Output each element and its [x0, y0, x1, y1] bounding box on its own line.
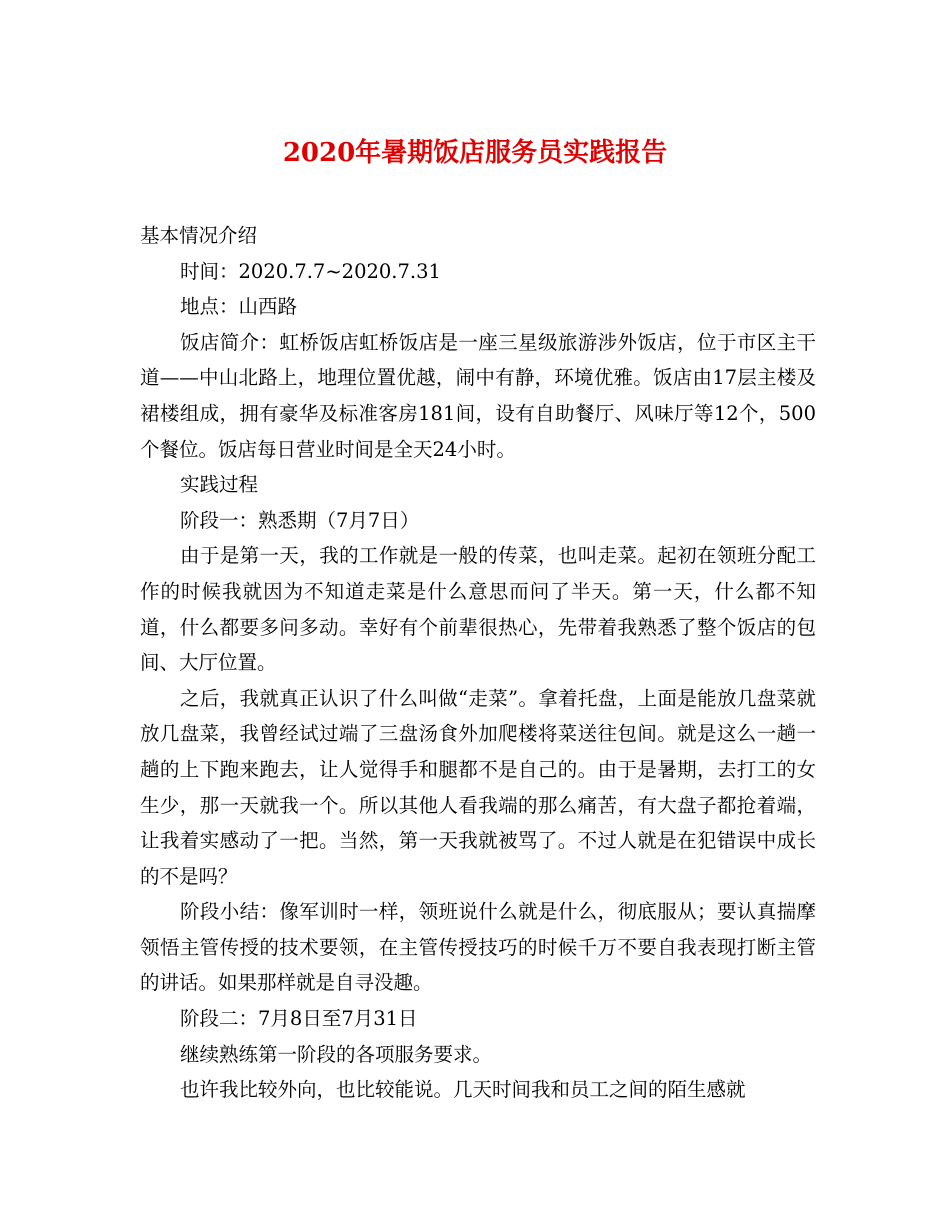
- section-heading-practice-process: 实践过程: [180, 473, 259, 497]
- paragraph-time: 时间：2020.7.7~2020.7.31: [180, 259, 441, 283]
- paragraph-hotel-intro: 饭店简介：虹桥饭店虹桥饭店是一座三星级旅游涉外饭店，位于市区主干道——中山北路上，地理位置优越，闹中有静，环境优雅。饭店由17层主楼及裙楼组成，拥有豪华及标准客房181间，设有自助餐厅、风味厅等12个，500个餐位。饭店每日营业时间是全天24小时。: [140, 330, 816, 461]
- paragraph-stage-two-heading: 阶段二：7月8日至7月31日: [180, 1007, 418, 1031]
- paragraph-stage-one-heading: 阶段一：熟悉期（7月7日）: [180, 508, 420, 532]
- section-heading-basic-info: 基本情况介绍: [140, 224, 258, 247]
- paragraph-stage-one-serving: 之后，我就真正认识了什么叫做“走菜”。拿着托盘，上面是能放几盘菜就放几盘菜，我曾经试过端了三盘汤食外加爬楼将菜送往包间。就是这么一趟一趟的上下跑来跑去，让人觉得手和腿都不是自己的。由于是暑期，去打工的女生少，那一天就我一个。所以其他人看我端的那么痛苦，有大盘子都抢着端，让我着实感动了一把。当然，第一天我就被骂了。不过人就是在犯错误中成长的不是吗？: [140, 686, 816, 888]
- paragraph-stage-two-outgoing: 也许我比较外向，也比较能说。几天时间我和员工之间的陌生感就: [180, 1078, 746, 1102]
- paragraph-location: 地点：山西路: [180, 295, 298, 319]
- paragraph-stage-one-first-day: 由于是第一天，我的工作就是一般的传菜，也叫走菜。起初在领班分配工作的时候我就因为不知道走菜是什么意思而问了半天。第一天，什么都不知道，什么都要多问多动。幸好有个前辈很热心，先带着我熟悉了整个饭店的包间、大厅位置。: [140, 544, 816, 675]
- page-title: 2020年暑期饭店服务员实践报告: [282, 138, 668, 168]
- paragraph-stage-one-summary: 阶段小结：像军训时一样，领班说什么就是什么，彻底服从；要认真揣摩领悟主管传授的技术要领，在主管传授技巧的时候千万不要自我表现打断主管的讲话。如果那样就是自寻没趣。: [140, 900, 816, 995]
- paragraph-stage-two-continue: 继续熟练第一阶段的各项服务要求。: [180, 1042, 493, 1066]
- document-body: [140, 218, 816, 1108]
